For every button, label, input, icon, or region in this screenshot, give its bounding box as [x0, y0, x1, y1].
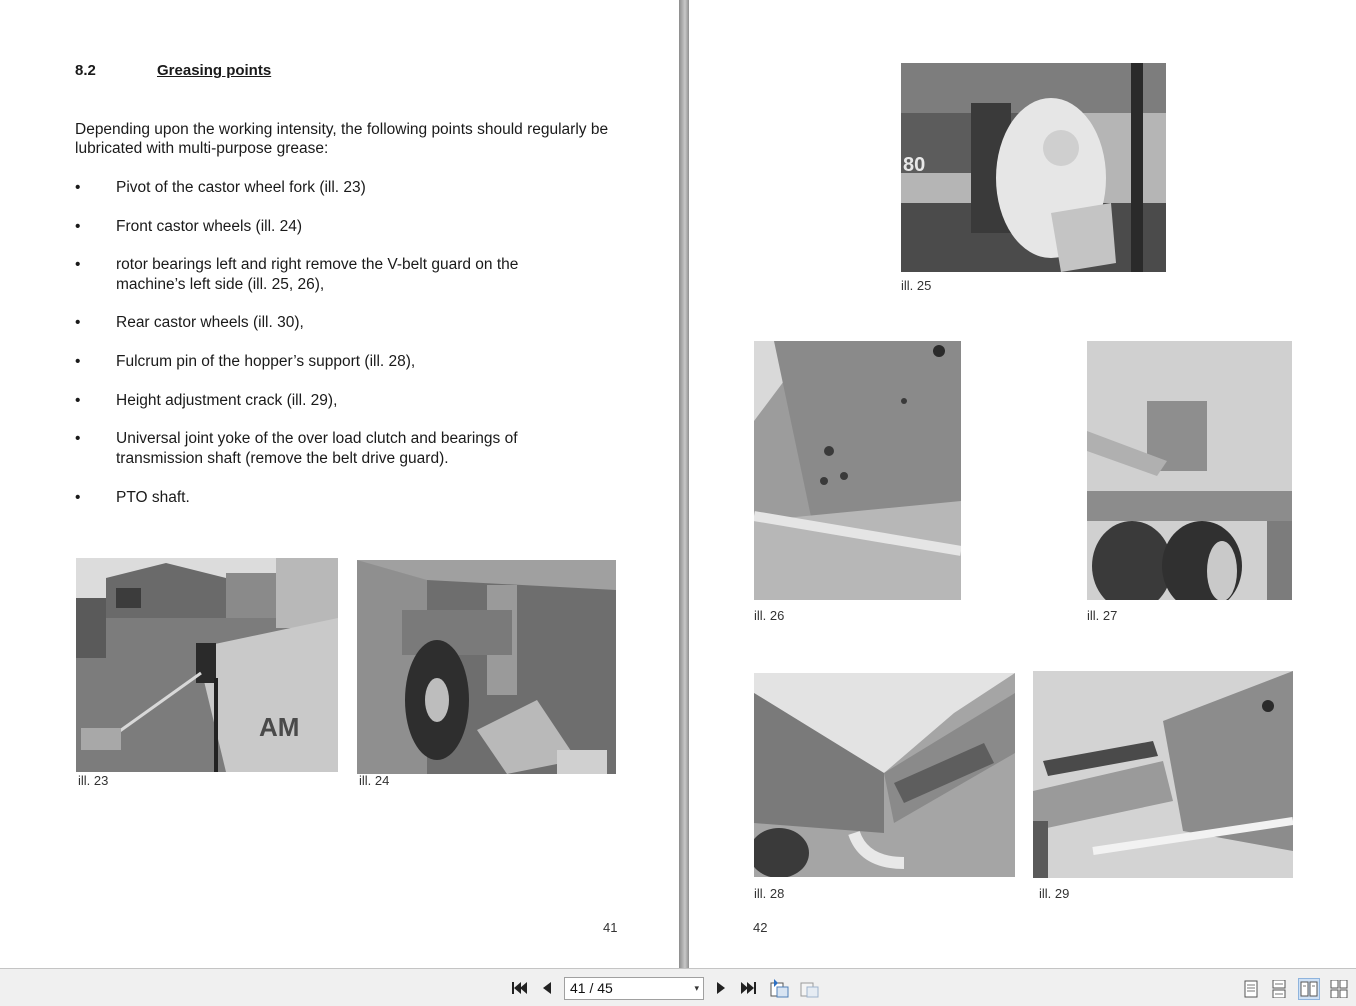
bullet-symbol: • — [75, 430, 81, 447]
section-title: Greasing points — [157, 62, 272, 79]
go-back-view-icon — [768, 978, 790, 998]
continuous-facing-view-icon — [1330, 980, 1348, 998]
photo-ill-27 — [1087, 341, 1292, 600]
bullet-symbol: • — [75, 179, 81, 196]
caption-ill-25: ill. 25 — [901, 278, 932, 293]
continuous-view-button[interactable] — [1268, 978, 1290, 1000]
caption-ill-26: ill. 26 — [754, 608, 785, 623]
go-forward-view-button[interactable] — [798, 978, 820, 998]
bullet-symbol: • — [75, 489, 81, 506]
photo-ill-26 — [754, 341, 961, 600]
list-item-text: Height adjustment crack (ill. 29), — [116, 392, 338, 409]
first-page-button[interactable] — [508, 978, 530, 998]
photo-ill-28 — [754, 673, 1015, 877]
bullet-symbol: • — [75, 218, 81, 235]
page-indicator: 41 / 45 — [570, 980, 613, 996]
single-page-view-icon — [1243, 980, 1259, 998]
photo-ill-23 — [76, 558, 338, 772]
photo-ill-29 — [1033, 671, 1293, 878]
caption-ill-27: ill. 27 — [1087, 608, 1118, 623]
last-page-icon — [740, 980, 758, 996]
list-item-text: Rear castor wheels (ill. 30), — [116, 314, 304, 331]
page-number-41: 41 — [603, 920, 618, 935]
single-page-view-button[interactable] — [1240, 978, 1262, 1000]
caption-ill-29: ill. 29 — [1039, 886, 1070, 901]
list-item-text: Front castor wheels (ill. 24) — [116, 218, 303, 235]
photo-ill-25 — [901, 63, 1166, 272]
caption-ill-28: ill. 28 — [754, 886, 785, 901]
caption-ill-24: ill. 24 — [359, 773, 390, 788]
go-forward-view-icon — [798, 978, 820, 998]
first-page-icon — [510, 980, 528, 996]
next-page-button[interactable] — [710, 978, 732, 998]
list-item-text: Fulcrum pin of the hopper’s support (ill. 28), — [116, 353, 416, 370]
right-page — [689, 0, 1356, 968]
facing-view-button[interactable] — [1298, 978, 1320, 1000]
photo-25-label-text: 80 — [903, 154, 926, 176]
section-number: 8.2 — [75, 62, 96, 79]
previous-page-icon — [541, 980, 553, 996]
bullet-symbol: • — [75, 353, 81, 370]
intro-paragraph: Depending upon the working intensity, the following points should regularly be lubricated with multi-purpose grease: — [75, 121, 609, 157]
chevron-down-icon: ▾ — [694, 983, 699, 993]
last-page-button[interactable] — [738, 978, 760, 998]
page-number-42: 42 — [753, 920, 768, 935]
facing-view-icon — [1300, 981, 1318, 997]
continuous-facing-view-button[interactable] — [1328, 978, 1350, 1000]
page-gutter — [679, 0, 689, 968]
list-item-text: rotor bearings left and right remove the V-belt guard on the machine’s left side (ill. 25, 26), — [116, 256, 519, 293]
previous-page-button[interactable] — [536, 978, 558, 998]
page-number-select[interactable] — [564, 977, 704, 1000]
photo-23-logo-text: AM — [259, 712, 300, 742]
list-item-text: PTO shaft. — [116, 489, 190, 506]
caption-ill-23: ill. 23 — [78, 773, 109, 788]
continuous-view-icon — [1271, 980, 1287, 998]
next-page-icon — [715, 980, 727, 996]
photo-ill-24 — [357, 560, 616, 774]
left-page — [0, 0, 679, 968]
bullet-symbol: • — [75, 314, 81, 331]
bullet-symbol: • — [75, 256, 81, 273]
list-item-text: Pivot of the castor wheel fork (ill. 23) — [116, 179, 366, 196]
viewer-toolbar — [0, 968, 1356, 1006]
go-back-view-button[interactable] — [768, 978, 790, 998]
bullet-symbol: • — [75, 392, 81, 409]
list-item-text: Universal joint yoke of the over load clutch and bearings of transmission shaft (remove the belt drive guard). — [116, 430, 518, 467]
